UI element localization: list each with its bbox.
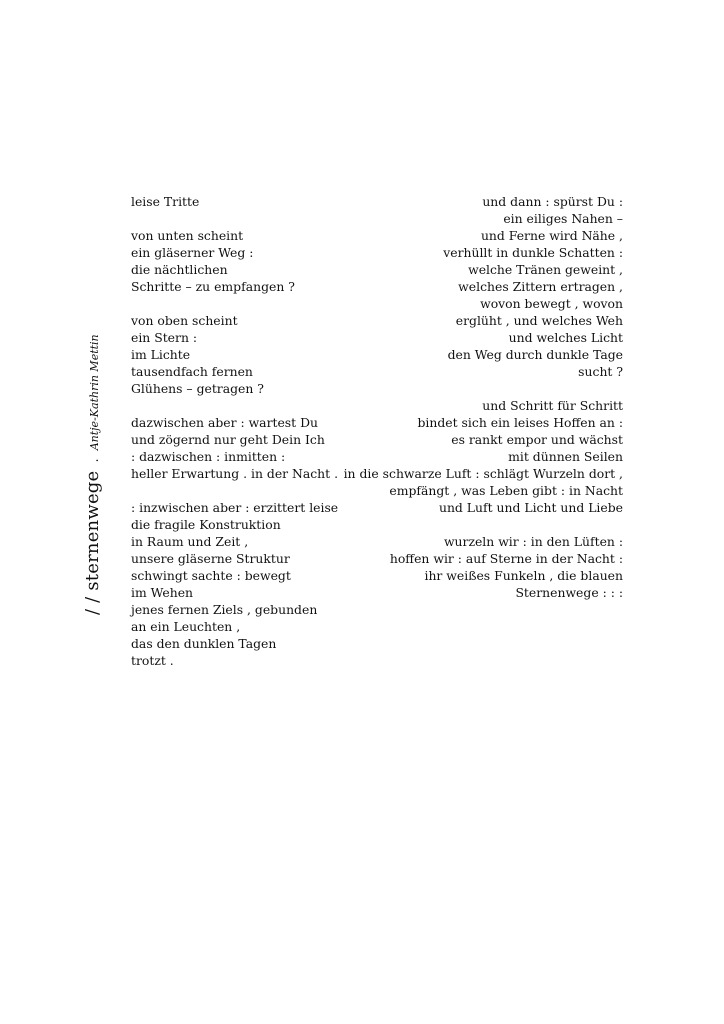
poem-line: im Wehen [131, 585, 194, 600]
poem-line: die nächtlichen [131, 262, 228, 277]
poem-line: ein gläserner Weg : [131, 245, 254, 260]
stanza [340, 193, 623, 380]
poem-line: jenes fernen Ziels , gebunden [131, 602, 318, 617]
right-column [340, 193, 623, 618]
poem-line: welche Tränen geweint , [468, 262, 623, 277]
poem-line: erglüht , und welches Weh [455, 313, 623, 328]
poem-line: ein eiliges Nahen – [503, 211, 623, 226]
poem-line: und Schritt für Schritt [482, 398, 623, 413]
title-separator: . [87, 458, 102, 463]
stanza [340, 397, 623, 516]
left-column [131, 193, 341, 686]
poem-line: und Luft und Licht und Liebe [438, 500, 623, 515]
poem-line: in die schwarze Luft : schlägt Wurzeln dort , [343, 466, 623, 481]
author-name: Antje-Kathrin Mettin [88, 334, 101, 451]
poem-line: und welches Licht [508, 330, 623, 345]
poem-line: Sternenwege : : : [515, 585, 623, 600]
poem-line: wurzeln wir : in den Lüften : [443, 534, 623, 549]
poem-line: und Ferne wird Nähe , [480, 228, 623, 243]
poem-line: wovon bewegt , wovon [480, 296, 623, 311]
poem-line: ein Stern : [131, 330, 198, 345]
poem-line: ihr weißes Funkeln , die blauen [424, 568, 623, 583]
poem-line: das den dunklen Tagen [131, 636, 277, 651]
poem-line: leise Tritte [131, 194, 200, 209]
stanza [131, 312, 341, 397]
poem-line: sucht ? [578, 364, 623, 379]
poem-line: empfängt , was Leben gibt : in Nacht [389, 483, 623, 498]
poem-line: unsere gläserne Struktur [131, 551, 290, 566]
poem-line: es rankt empor und wächst [451, 432, 623, 447]
poem-line: Glühens – getragen ? [131, 381, 264, 396]
vertical-title [82, 334, 112, 615]
poem-line: hoffen wir : auf Sterne in der Nacht : [389, 551, 623, 566]
stanza [131, 227, 341, 295]
poem-line: und dann : spürst Du : [482, 194, 623, 209]
poem-line: heller Erwartung . in der Nacht . [131, 466, 339, 481]
poem-line: : inzwischen aber : erzittert leise [131, 500, 339, 515]
poem-title: / / sternenwege [82, 470, 103, 615]
poem-line: von unten scheint [131, 228, 244, 243]
poem-line: in Raum und Zeit , [131, 534, 249, 549]
poem-line: schwingt sachte : bewegt [131, 568, 291, 583]
stanza [131, 193, 341, 210]
poem-line: den Weg durch dunkle Tage [447, 347, 623, 362]
poem-line: die fragile Konstruktion [131, 517, 281, 532]
poem-line: und zögernd nur geht Dein Ich [131, 432, 325, 447]
poem-line: welches Zittern ertragen , [458, 279, 623, 294]
poem-line: Schritte – zu empfangen ? [131, 279, 295, 294]
poem-line: im Lichte [131, 347, 191, 362]
poem-line: : dazwischen : inmitten : [131, 449, 286, 464]
poem-line: dazwischen aber : wartest Du [131, 415, 318, 430]
poem-line: verhüllt in dunkle Schatten : [443, 245, 623, 260]
stanza [131, 499, 341, 669]
stanza [340, 533, 623, 601]
poem-line: mit dünnen Seilen [508, 449, 623, 464]
poem-line: bindet sich ein leises Hoffen an : [417, 415, 623, 430]
poem-line: von oben scheint [131, 313, 238, 328]
poem-line: tausendfach fernen [131, 364, 253, 379]
stanza [131, 414, 341, 482]
poem-line: trotzt . [131, 653, 174, 668]
poem-line: an ein Leuchten , [131, 619, 241, 634]
